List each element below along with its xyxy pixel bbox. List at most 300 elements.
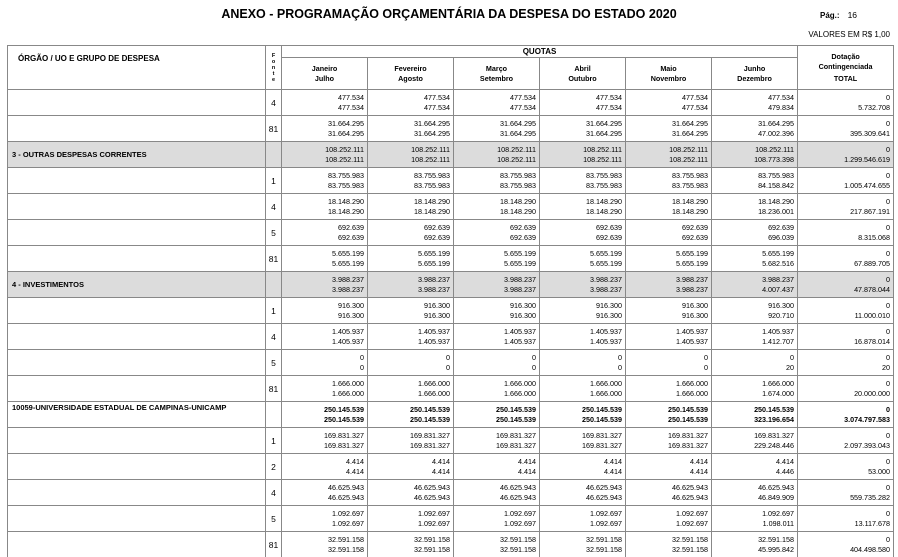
- column-header-month: [540, 58, 626, 90]
- value-first-semester: 4.414: [432, 456, 450, 466]
- quota-cell: [540, 194, 626, 220]
- value-second-semester: 0: [360, 362, 364, 372]
- quota-cell: [712, 272, 798, 298]
- quota-cell: [282, 220, 368, 246]
- quota-cell: [712, 428, 798, 454]
- value-first-semester: 477.534: [338, 92, 364, 102]
- quota-cell: [712, 532, 798, 557]
- quota-cell: [368, 324, 454, 350]
- dotacao-total-cell: [798, 142, 894, 168]
- quota-cell: [540, 376, 626, 402]
- quota-cell: [454, 480, 540, 506]
- value-second-semester: 169.831.327: [582, 440, 622, 450]
- value-second-semester: 404.498.580: [850, 544, 891, 554]
- column-header-orgao: ÓRGÃO / UO E GRUPO DE DESPESA: [8, 46, 266, 90]
- quota-cell: [368, 90, 454, 116]
- quota-cell: [454, 116, 540, 142]
- value-second-semester: 1.405.937: [418, 336, 450, 346]
- quota-cell: [712, 220, 798, 246]
- table-row: [8, 116, 894, 142]
- value-second-semester: 916.300: [424, 310, 450, 320]
- value-first-semester: 46.625.943: [758, 482, 795, 492]
- value-second-semester: 3.074.797.583: [844, 414, 891, 424]
- quota-cell: [368, 506, 454, 532]
- row-fonte: 81: [266, 376, 282, 402]
- value-second-semester: 250.145.539: [410, 414, 450, 424]
- value-second-semester: 1.674.000: [762, 388, 795, 398]
- value-first-semester: 916.300: [682, 300, 708, 310]
- quota-cell: [540, 480, 626, 506]
- value-first-semester: 0: [704, 352, 708, 362]
- value-first-semester: 4.414: [690, 456, 708, 466]
- value-first-semester: 0: [532, 352, 536, 362]
- value-second-semester: 18.148.290: [414, 206, 450, 216]
- value-first-semester: 3.988.237: [418, 274, 450, 284]
- quota-cell: [454, 532, 540, 557]
- value-second-semester: 477.534: [510, 102, 536, 112]
- row-label: [8, 116, 266, 142]
- value-first-semester: 18.148.290: [414, 196, 450, 206]
- value-first-semester: 692.639: [596, 222, 622, 232]
- row-fonte: 4: [266, 90, 282, 116]
- value-first-semester: 0: [790, 352, 795, 362]
- value-second-semester: 5.655.199: [590, 258, 622, 268]
- quota-cell: [368, 220, 454, 246]
- value-second-semester: 477.534: [682, 102, 708, 112]
- quota-cell: [282, 402, 368, 428]
- value-first-semester: 3.988.237: [590, 274, 622, 284]
- value-second-semester: 692.639: [596, 232, 622, 242]
- quota-cell: [712, 376, 798, 402]
- row-label: [8, 480, 266, 506]
- value-first-semester: 0: [886, 248, 891, 258]
- value-first-semester: 916.300: [338, 300, 364, 310]
- value-second-semester: 46.625.943: [672, 492, 708, 502]
- value-first-semester: 32.591.158: [758, 534, 795, 544]
- value-second-semester: 1.666.000: [504, 388, 536, 398]
- value-first-semester: 46.625.943: [672, 482, 708, 492]
- value-first-semester: 250.145.539: [582, 404, 622, 414]
- value-second-semester: 0: [618, 362, 622, 372]
- value-first-semester: 83.755.983: [586, 170, 622, 180]
- quota-cell: [454, 90, 540, 116]
- value-second-semester: 3.988.237: [590, 284, 622, 294]
- quota-cell: [540, 298, 626, 324]
- quota-cell: [282, 90, 368, 116]
- value-first-semester: 18.148.290: [758, 196, 795, 206]
- value-second-semester: 18.148.290: [500, 206, 536, 216]
- dotacao-total-cell: [798, 506, 894, 532]
- value-second-semester: 4.414: [604, 466, 622, 476]
- value-first-semester: 108.252.111: [583, 144, 622, 154]
- value-second-semester: 3.988.237: [418, 284, 450, 294]
- quota-cell: [626, 350, 712, 376]
- quota-cell: [282, 246, 368, 272]
- value-second-semester: 11.000.010: [854, 310, 891, 320]
- quota-cell: [626, 428, 712, 454]
- table-row: [8, 194, 894, 220]
- value-first-semester: 0: [886, 326, 891, 336]
- quota-cell: [368, 402, 454, 428]
- quota-cell: [626, 142, 712, 168]
- row-label: [8, 324, 266, 350]
- value-first-semester: 4.414: [518, 456, 536, 466]
- quota-cell: [454, 194, 540, 220]
- value-first-semester: 32.591.158: [500, 534, 536, 544]
- quota-cell: [540, 454, 626, 480]
- value-second-semester: 323.196.654: [754, 414, 795, 424]
- value-second-semester: 4.414: [690, 466, 708, 476]
- value-second-semester: 1.092.697: [418, 518, 450, 528]
- row-label: [8, 376, 266, 402]
- value-second-semester: 20: [786, 362, 795, 372]
- value-second-semester: 5.655.199: [504, 258, 536, 268]
- quota-cell: [712, 116, 798, 142]
- quota-cell: [282, 454, 368, 480]
- value-first-semester: 108.252.111: [669, 144, 708, 154]
- value-second-semester: 4.414: [518, 466, 536, 476]
- value-second-semester: 916.300: [596, 310, 622, 320]
- value-first-semester: 32.591.158: [586, 534, 622, 544]
- month-first-half: Maio: [660, 63, 677, 73]
- value-first-semester: 1.092.697: [762, 508, 795, 518]
- value-second-semester: 31.664.295: [500, 128, 536, 138]
- column-header-month: [282, 58, 368, 90]
- quota-cell: [626, 194, 712, 220]
- value-first-semester: 250.145.539: [668, 404, 708, 414]
- quota-cell: [368, 298, 454, 324]
- value-second-semester: 477.534: [424, 102, 450, 112]
- value-first-semester: 18.148.290: [500, 196, 536, 206]
- quota-cell: [454, 506, 540, 532]
- value-first-semester: 83.755.983: [414, 170, 450, 180]
- value-first-semester: 46.625.943: [414, 482, 450, 492]
- value-second-semester: 250.145.539: [324, 414, 364, 424]
- value-first-semester: 169.831.327: [754, 430, 795, 440]
- value-first-semester: 32.591.158: [328, 534, 364, 544]
- table-row: [8, 142, 894, 168]
- value-second-semester: 1.666.000: [590, 388, 622, 398]
- column-header-month: [626, 58, 712, 90]
- quota-cell: [540, 116, 626, 142]
- dotacao-total-cell: [798, 168, 894, 194]
- value-first-semester: 31.664.295: [586, 118, 622, 128]
- quota-cell: [454, 324, 540, 350]
- value-second-semester: 5.655.199: [418, 258, 450, 268]
- quota-cell: [368, 454, 454, 480]
- value-first-semester: 0: [886, 352, 891, 362]
- table-row: [8, 480, 894, 506]
- quota-cell: [282, 532, 368, 557]
- currency-note: VALORES EM R$ 1,00: [808, 30, 890, 39]
- value-first-semester: 916.300: [768, 300, 795, 310]
- value-first-semester: 0: [886, 482, 891, 492]
- column-header-month: [368, 58, 454, 90]
- quota-cell: [712, 454, 798, 480]
- value-first-semester: 0: [618, 352, 622, 362]
- value-first-semester: 250.145.539: [496, 404, 536, 414]
- value-first-semester: 169.831.327: [410, 430, 450, 440]
- column-header-dotacao: [798, 46, 894, 90]
- row-fonte: [266, 142, 282, 168]
- quota-cell: [712, 324, 798, 350]
- value-first-semester: 477.534: [768, 92, 795, 102]
- value-second-semester: 1.666.000: [676, 388, 708, 398]
- value-second-semester: 32.591.158: [414, 544, 450, 554]
- value-first-semester: 5.655.199: [676, 248, 708, 258]
- quota-cell: [282, 350, 368, 376]
- quota-cell: [626, 272, 712, 298]
- month-first-half: Junho: [743, 63, 766, 73]
- row-label: [8, 220, 266, 246]
- budget-table: [7, 45, 894, 557]
- value-first-semester: 0: [886, 118, 891, 128]
- value-first-semester: 1.405.937: [590, 326, 622, 336]
- value-first-semester: 0: [446, 352, 450, 362]
- value-second-semester: 169.831.327: [410, 440, 450, 450]
- value-second-semester: 18.148.290: [328, 206, 364, 216]
- value-first-semester: 250.145.539: [754, 404, 795, 414]
- value-first-semester: 0: [886, 92, 891, 102]
- dotacao-total-cell: [798, 220, 894, 246]
- value-second-semester: 250.145.539: [582, 414, 622, 424]
- value-first-semester: 1.405.937: [762, 326, 795, 336]
- value-first-semester: 5.655.199: [418, 248, 450, 258]
- value-second-semester: 692.639: [510, 232, 536, 242]
- table-row: [8, 298, 894, 324]
- column-header-month: [454, 58, 540, 90]
- value-second-semester: 83.755.983: [328, 180, 364, 190]
- value-first-semester: 1.666.000: [762, 378, 795, 388]
- dotacao-total-cell: [798, 376, 894, 402]
- row-label: [8, 506, 266, 532]
- value-first-semester: 46.625.943: [500, 482, 536, 492]
- value-first-semester: 1.405.937: [676, 326, 708, 336]
- quota-cell: [368, 194, 454, 220]
- value-second-semester: 31.664.295: [586, 128, 622, 138]
- quota-cell: [712, 168, 798, 194]
- value-second-semester: 18.148.290: [672, 206, 708, 216]
- quota-cell: [540, 168, 626, 194]
- quota-cell: [540, 350, 626, 376]
- dotacao-total-cell: [798, 90, 894, 116]
- value-second-semester: 46.625.943: [414, 492, 450, 502]
- month-first-half: Abril: [574, 63, 591, 73]
- dotacao-total-cell: [798, 246, 894, 272]
- value-first-semester: 692.639: [510, 222, 536, 232]
- row-label: [8, 168, 266, 194]
- quota-cell: [282, 272, 368, 298]
- dotacao-label: Dotação: [831, 51, 860, 61]
- value-first-semester: 4.414: [776, 456, 795, 466]
- value-first-semester: 31.664.295: [500, 118, 536, 128]
- page-number: 16: [847, 10, 858, 20]
- value-second-semester: 2.097.393.043: [844, 440, 891, 450]
- value-second-semester: 250.145.539: [496, 414, 536, 424]
- value-second-semester: 108.252.111: [497, 154, 536, 164]
- quota-cell: [540, 90, 626, 116]
- value-second-semester: 696.039: [768, 232, 795, 242]
- row-fonte: 4: [266, 480, 282, 506]
- quota-cell: [454, 272, 540, 298]
- quota-cell: [282, 428, 368, 454]
- value-second-semester: 250.145.539: [668, 414, 708, 424]
- quota-cell: [540, 220, 626, 246]
- value-first-semester: 916.300: [510, 300, 536, 310]
- value-first-semester: 32.591.158: [414, 534, 450, 544]
- row-fonte: 5: [266, 220, 282, 246]
- value-second-semester: 5.732.708: [858, 102, 891, 112]
- value-first-semester: 3.988.237: [504, 274, 536, 284]
- quota-cell: [282, 142, 368, 168]
- quota-cell: [282, 376, 368, 402]
- value-second-semester: 18.236.001: [758, 206, 795, 216]
- value-second-semester: 3.988.237: [332, 284, 364, 294]
- value-first-semester: 4.414: [604, 456, 622, 466]
- value-first-semester: 5.655.199: [762, 248, 795, 258]
- value-second-semester: 1.405.937: [676, 336, 708, 346]
- quota-cell: [712, 298, 798, 324]
- value-second-semester: 108.252.111: [325, 154, 364, 164]
- quota-cell: [540, 246, 626, 272]
- value-second-semester: 1.299.546.619: [844, 154, 891, 164]
- value-first-semester: 1.666.000: [590, 378, 622, 388]
- row-fonte: 81: [266, 116, 282, 142]
- value-second-semester: 1.412.707: [762, 336, 795, 346]
- quota-cell: [454, 454, 540, 480]
- month-second-half: Outubro: [568, 73, 597, 83]
- value-second-semester: 83.755.983: [672, 180, 708, 190]
- value-second-semester: 84.158.842: [758, 180, 795, 190]
- value-second-semester: 3.988.237: [504, 284, 536, 294]
- month-second-half: Agosto: [398, 73, 423, 83]
- row-label: [8, 428, 266, 454]
- value-second-semester: 83.755.983: [500, 180, 536, 190]
- value-first-semester: 0: [886, 196, 891, 206]
- dotacao-total-cell: [798, 194, 894, 220]
- value-second-semester: 1.005.474.655: [844, 180, 891, 190]
- value-second-semester: 0: [704, 362, 708, 372]
- quota-cell: [282, 168, 368, 194]
- value-first-semester: 0: [886, 404, 891, 414]
- quota-cell: [368, 376, 454, 402]
- row-fonte: 1: [266, 168, 282, 194]
- value-second-semester: 692.639: [338, 232, 364, 242]
- row-fonte: [266, 272, 282, 298]
- value-second-semester: 1.405.937: [590, 336, 622, 346]
- value-second-semester: 229.248.446: [754, 440, 795, 450]
- quota-cell: [282, 480, 368, 506]
- value-second-semester: 477.534: [338, 102, 364, 112]
- row-fonte: 4: [266, 324, 282, 350]
- value-first-semester: 0: [360, 352, 364, 362]
- value-first-semester: 0: [886, 144, 891, 154]
- value-second-semester: 31.664.295: [414, 128, 450, 138]
- row-fonte: 4: [266, 194, 282, 220]
- value-second-semester: 4.414: [432, 466, 450, 476]
- value-first-semester: 477.534: [424, 92, 450, 102]
- table-row: [8, 532, 894, 557]
- value-second-semester: 559.735.282: [850, 492, 891, 502]
- value-second-semester: 46.625.943: [586, 492, 622, 502]
- quota-cell: [712, 350, 798, 376]
- row-label: 3 - OUTRAS DESPESAS CORRENTES: [8, 142, 266, 168]
- value-second-semester: 47.878.044: [854, 284, 891, 294]
- column-header-quotas: QUOTAS: [282, 46, 798, 58]
- quota-cell: [282, 194, 368, 220]
- value-second-semester: 3.988.237: [676, 284, 708, 294]
- row-label: [8, 350, 266, 376]
- value-first-semester: 0: [886, 456, 891, 466]
- quota-cell: [626, 116, 712, 142]
- quota-cell: [540, 402, 626, 428]
- value-second-semester: 169.831.327: [496, 440, 536, 450]
- value-first-semester: 5.655.199: [504, 248, 536, 258]
- column-header-month: [712, 58, 798, 90]
- month-first-half: Fevereiro: [394, 63, 427, 73]
- table-row: [8, 168, 894, 194]
- value-first-semester: 250.145.539: [410, 404, 450, 414]
- value-second-semester: 920.710: [768, 310, 795, 320]
- value-second-semester: 5.655.199: [676, 258, 708, 268]
- row-label: 10059-UNIVERSIDADE ESTADUAL DE CAMPINAS-UNICAMP: [8, 402, 266, 428]
- dotacao-total-cell: [798, 454, 894, 480]
- value-first-semester: 32.591.158: [672, 534, 708, 544]
- value-second-semester: 477.534: [596, 102, 622, 112]
- value-first-semester: 692.639: [424, 222, 450, 232]
- value-second-semester: 916.300: [338, 310, 364, 320]
- value-first-semester: 31.664.295: [328, 118, 364, 128]
- value-first-semester: 250.145.539: [324, 404, 364, 414]
- value-first-semester: 31.664.295: [672, 118, 708, 128]
- value-first-semester: 169.831.327: [324, 430, 364, 440]
- table-row: [8, 220, 894, 246]
- quota-cell: [454, 402, 540, 428]
- quota-cell: [368, 142, 454, 168]
- row-fonte: 5: [266, 506, 282, 532]
- quota-cell: [712, 402, 798, 428]
- dotacao-total-cell: [798, 532, 894, 557]
- value-second-semester: 1.092.697: [590, 518, 622, 528]
- table-row: [8, 506, 894, 532]
- fonte-label: F o n t e: [271, 52, 276, 83]
- quota-cell: [540, 272, 626, 298]
- value-first-semester: 46.625.943: [586, 482, 622, 492]
- value-first-semester: 0: [886, 274, 891, 284]
- quota-cell: [454, 428, 540, 454]
- value-second-semester: 108.252.111: [669, 154, 708, 164]
- value-second-semester: 916.300: [510, 310, 536, 320]
- dotacao-total-cell: [798, 324, 894, 350]
- quota-cell: [540, 506, 626, 532]
- row-fonte: [266, 402, 282, 428]
- document-title: ANEXO - PROGRAMAÇÃO ORÇAMENTÁRIA DA DESPESA DO ESTADO 2020: [221, 7, 677, 21]
- quota-cell: [454, 142, 540, 168]
- column-header-fonte: [266, 46, 282, 90]
- value-first-semester: 692.639: [768, 222, 795, 232]
- row-fonte: 2: [266, 454, 282, 480]
- value-first-semester: 1.666.000: [418, 378, 450, 388]
- quota-cell: [540, 428, 626, 454]
- dotacao-total-cell: [798, 428, 894, 454]
- value-second-semester: 0: [532, 362, 536, 372]
- value-first-semester: 108.252.111: [755, 144, 795, 154]
- quota-cell: [626, 168, 712, 194]
- quota-cell: [454, 376, 540, 402]
- quota-cell: [540, 142, 626, 168]
- month-second-half: Novembro: [650, 73, 687, 83]
- row-fonte: 1: [266, 428, 282, 454]
